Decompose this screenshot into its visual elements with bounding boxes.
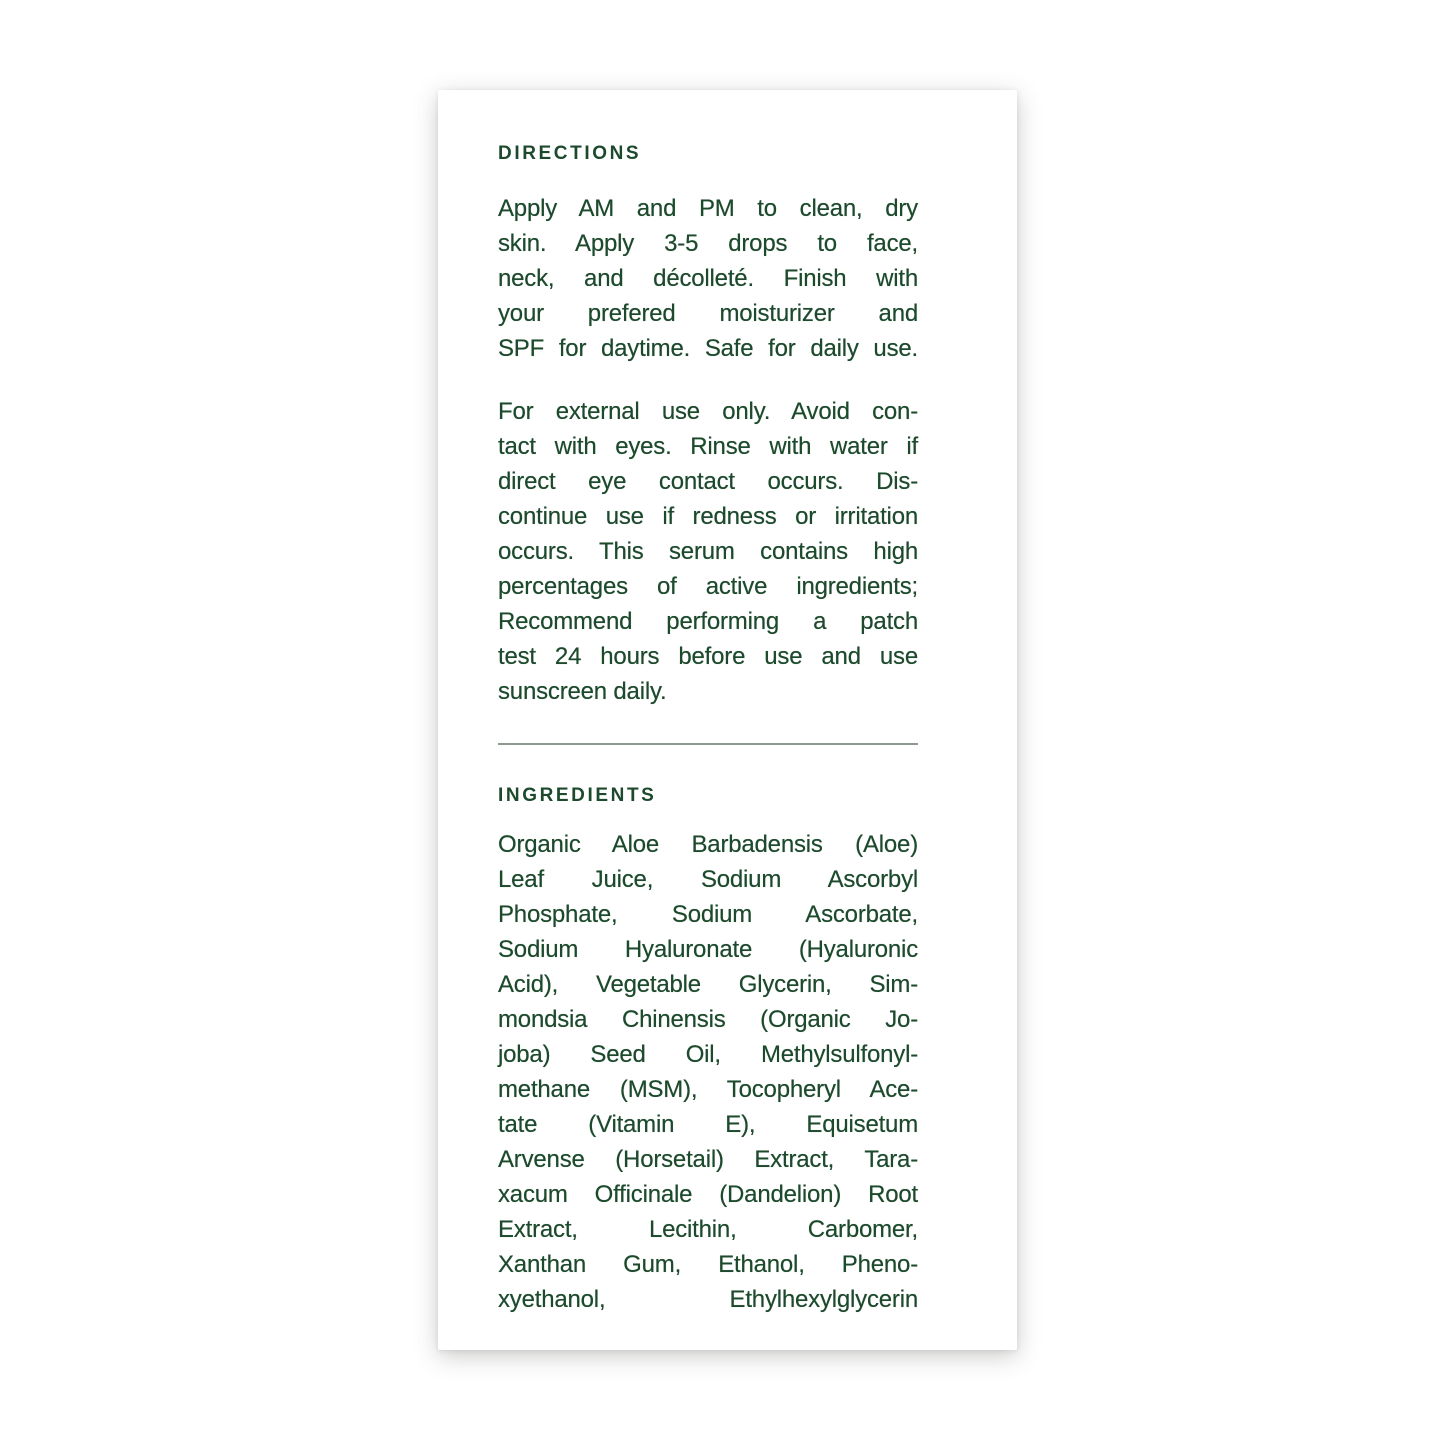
- directions-warning-paragraph: [498, 394, 918, 709]
- text-line: For external use only. Avoid con-: [498, 398, 918, 425]
- text-line: mondsia Chinensis (Organic Jo-: [498, 1006, 918, 1033]
- text-line: test 24 hours before use and use: [498, 643, 918, 670]
- text-line: neck, and décolleté. Finish with: [498, 265, 918, 292]
- text-line: xyethanol, Ethylhexylglycerin: [498, 1286, 918, 1313]
- text-line: Acid), Vegetable Glycerin, Sim-: [498, 971, 918, 998]
- text-line: skin. Apply 3-5 drops to face,: [498, 230, 918, 257]
- text-line: Sodium Hyaluronate (Hyaluronic: [498, 936, 918, 963]
- text-line: Organic Aloe Barbadensis (Aloe): [498, 831, 918, 858]
- text-line: methane (MSM), Tocopheryl Ace-: [498, 1076, 918, 1103]
- text-line: occurs. This serum contains high: [498, 538, 918, 565]
- directions-heading: DIRECTIONS: [498, 143, 642, 164]
- text-line: continue use if redness or irritation: [498, 503, 918, 530]
- text-line: joba) Seed Oil, Methylsulfonyl-: [498, 1041, 918, 1068]
- text-line: tate (Vitamin E), Equisetum: [498, 1111, 918, 1138]
- section-divider: [498, 743, 918, 745]
- product-label-panel: [438, 90, 1017, 1350]
- text-line: your prefered moisturizer and: [498, 300, 918, 327]
- text-line: direct eye contact occurs. Dis-: [498, 468, 918, 495]
- text-line: tact with eyes. Rinse with water if: [498, 433, 918, 460]
- text-line: Arvense (Horsetail) Extract, Tara-: [498, 1146, 918, 1173]
- directions-usage-paragraph: [498, 191, 918, 366]
- text-line: Apply AM and PM to clean, dry: [498, 195, 918, 222]
- text-line: Phosphate, Sodium Ascorbate,: [498, 901, 918, 928]
- text-line: Recommend performing a patch: [498, 608, 918, 635]
- text-line: xacum Officinale (Dandelion) Root: [498, 1181, 918, 1208]
- ingredients-list-paragraph: [498, 827, 918, 1317]
- text-line: sunscreen daily.: [498, 678, 667, 705]
- text-line: Leaf Juice, Sodium Ascorbyl: [498, 866, 918, 893]
- text-line: percentages of active ingredients;: [498, 573, 918, 600]
- ingredients-heading: INGREDIENTS: [498, 785, 657, 806]
- text-line: Xanthan Gum, Ethanol, Pheno-: [498, 1251, 918, 1278]
- text-line: SPF for daytime. Safe for daily use.: [498, 335, 918, 362]
- text-line: Extract, Lecithin, Carbomer,: [498, 1216, 918, 1243]
